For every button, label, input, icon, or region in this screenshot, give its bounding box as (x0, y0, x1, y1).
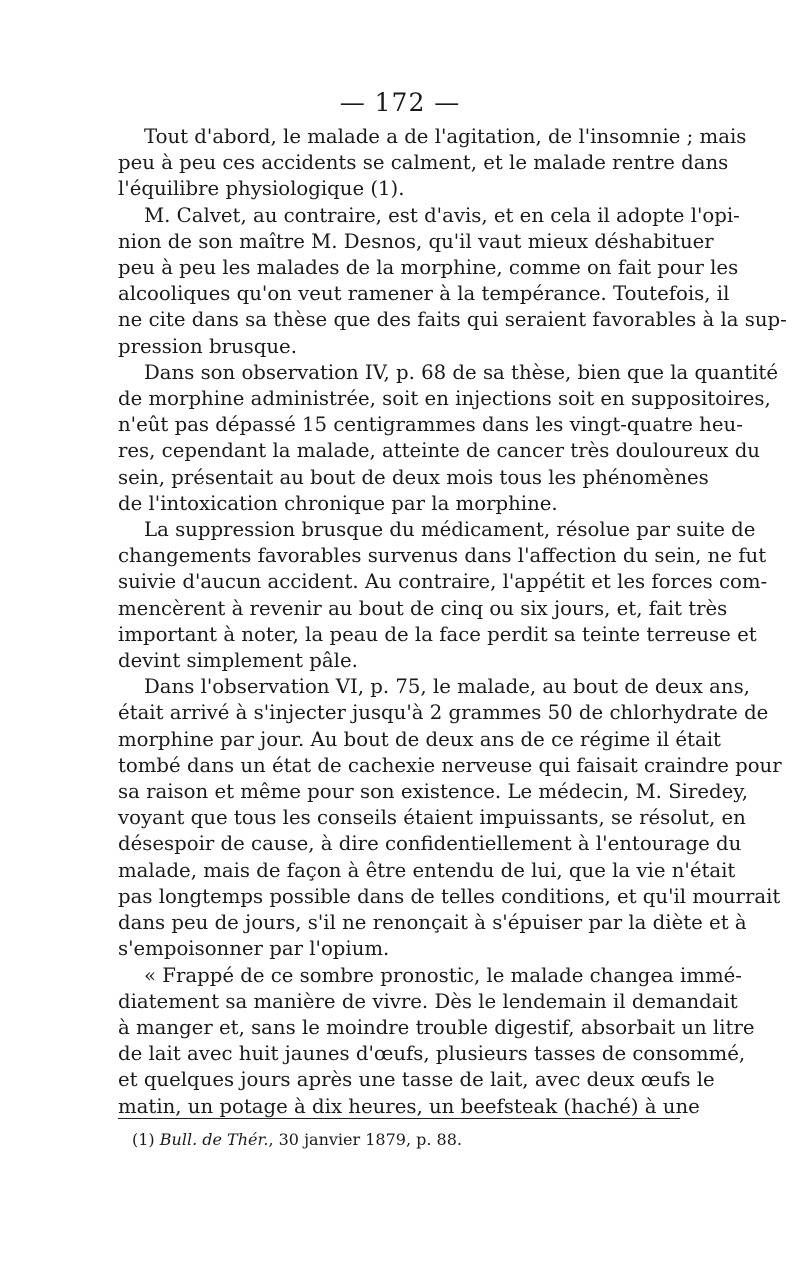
footnote (132, 1130, 462, 1150)
text-line: était arrivé à s'injecter jusqu'à 2 grammes 50 de chlorhydrate de (118, 701, 769, 725)
text-line: alcooliques qu'on veut ramener à la tempérance. Toutefois, il (118, 282, 730, 306)
paragraph (118, 203, 787, 360)
text-line: important à noter, la peau de la face perdit sa teinte terreuse et (118, 622, 757, 646)
page-number: — 172 — (339, 88, 461, 117)
text-line: diatement sa manière de vivre. Dès le lendemain il demandait (118, 989, 738, 1013)
text-line: suivie d'aucun accident. Au contraire, l'appétit et les forces com- (118, 570, 768, 594)
text-line: Dans son observation IV, p. 68 de sa thèse, bien que la quantité (144, 360, 778, 384)
text-line: matin, un potage à dix heures, un beefsteak (haché) à une (118, 1094, 700, 1118)
paragraph (118, 674, 782, 962)
text-line: pression brusque. (118, 334, 297, 358)
text-line: nion de son maître M. Desnos, qu'il vaut mieux déshabituer (118, 229, 714, 253)
footnote-journal: Bull. de Thér. (159, 1130, 269, 1149)
text-line: M. Calvet, au contraire, est d'avis, et en cela il adopte l'opi- (144, 203, 740, 227)
text-line: s'empoisonner par l'opium. (118, 937, 390, 961)
paragraph (118, 124, 747, 203)
text-line: et quelques jours après une tasse de lait, avec deux œufs le (118, 1068, 715, 1092)
text-line: de l'intoxication chronique par la morphine. (118, 491, 558, 515)
text-line: voyant que tous les conseils étaient impuissants, se résolut, en (118, 806, 746, 830)
text-line: malade, mais de façon à être entendu de lui, que la vie n'était (118, 858, 736, 882)
text-line: morphine par jour. Au bout de deux ans de ce régime il était (118, 727, 721, 751)
paragraph (118, 360, 778, 517)
paragraph (118, 963, 755, 1120)
text-line: ne cite dans sa thèse que des faits qui seraient favorables à la sup- (118, 308, 787, 332)
text-line: res, cependant la malade, atteinte de cancer très douloureux du (118, 439, 760, 463)
text-line: « Frappé de ce sombre pronostic, le malade changea immé- (144, 963, 742, 987)
text-line: La suppression brusque du médicament, résolue par suite de (144, 518, 756, 542)
text-line: devint simplement pâle. (118, 649, 358, 673)
text-line: sein, présentait au bout de deux mois tous les phénomènes (118, 465, 709, 489)
text-line: changements favorables survenus dans l'affection du sein, ne fut (118, 544, 767, 568)
text-line: l'équilibre physiologique (1). (118, 177, 405, 201)
body-text (118, 124, 787, 1120)
footnote-marker: (1) (132, 1130, 155, 1149)
text-line: dans peu de jours, s'il ne renonçait à s'épuiser par la diète et à (118, 911, 747, 935)
text-line: tombé dans un état de cachexie nerveuse qui faisait craindre pour (118, 753, 782, 777)
text-line: peu à peu les malades de la morphine, comme on fait pour les (118, 256, 739, 280)
text-line: sa raison et même pour son existence. Le médecin, M. Siredey, (118, 780, 749, 804)
footnote-rule (118, 1118, 680, 1119)
text-line: à manger et, sans le moindre trouble digestif, absorbait un litre (118, 1015, 755, 1039)
text-line: Tout d'abord, le malade a de l'agitation, de l'insomnie ; mais (144, 125, 747, 148)
text-line: mencèrent à revenir au bout de cinq ou six jours, et, fait très (118, 596, 728, 620)
footnote-reference: , 30 janvier 1879, p. 88. (268, 1130, 462, 1149)
text-line: peu à peu ces accidents se calment, et le malade rentre dans (118, 151, 729, 175)
text-line: pas longtemps possible dans de telles conditions, et qu'il mourrait (118, 884, 781, 908)
text-line: de morphine administrée, soit en injections soit en suppositoires, (118, 387, 771, 411)
text-line: n'eût pas dépassé 15 centigrammes dans les vingt-quatre heu- (118, 413, 743, 437)
paragraph (118, 517, 768, 674)
text-line: Dans l'observation VI, p. 75, le malade, au bout de deux ans, (144, 675, 750, 699)
text-line: de lait avec huit jaunes d'œufs, plusieurs tasses de consommé, (118, 1042, 746, 1066)
text-line: désespoir de cause, à dire confidentiellement à l'entourage du (118, 832, 742, 856)
